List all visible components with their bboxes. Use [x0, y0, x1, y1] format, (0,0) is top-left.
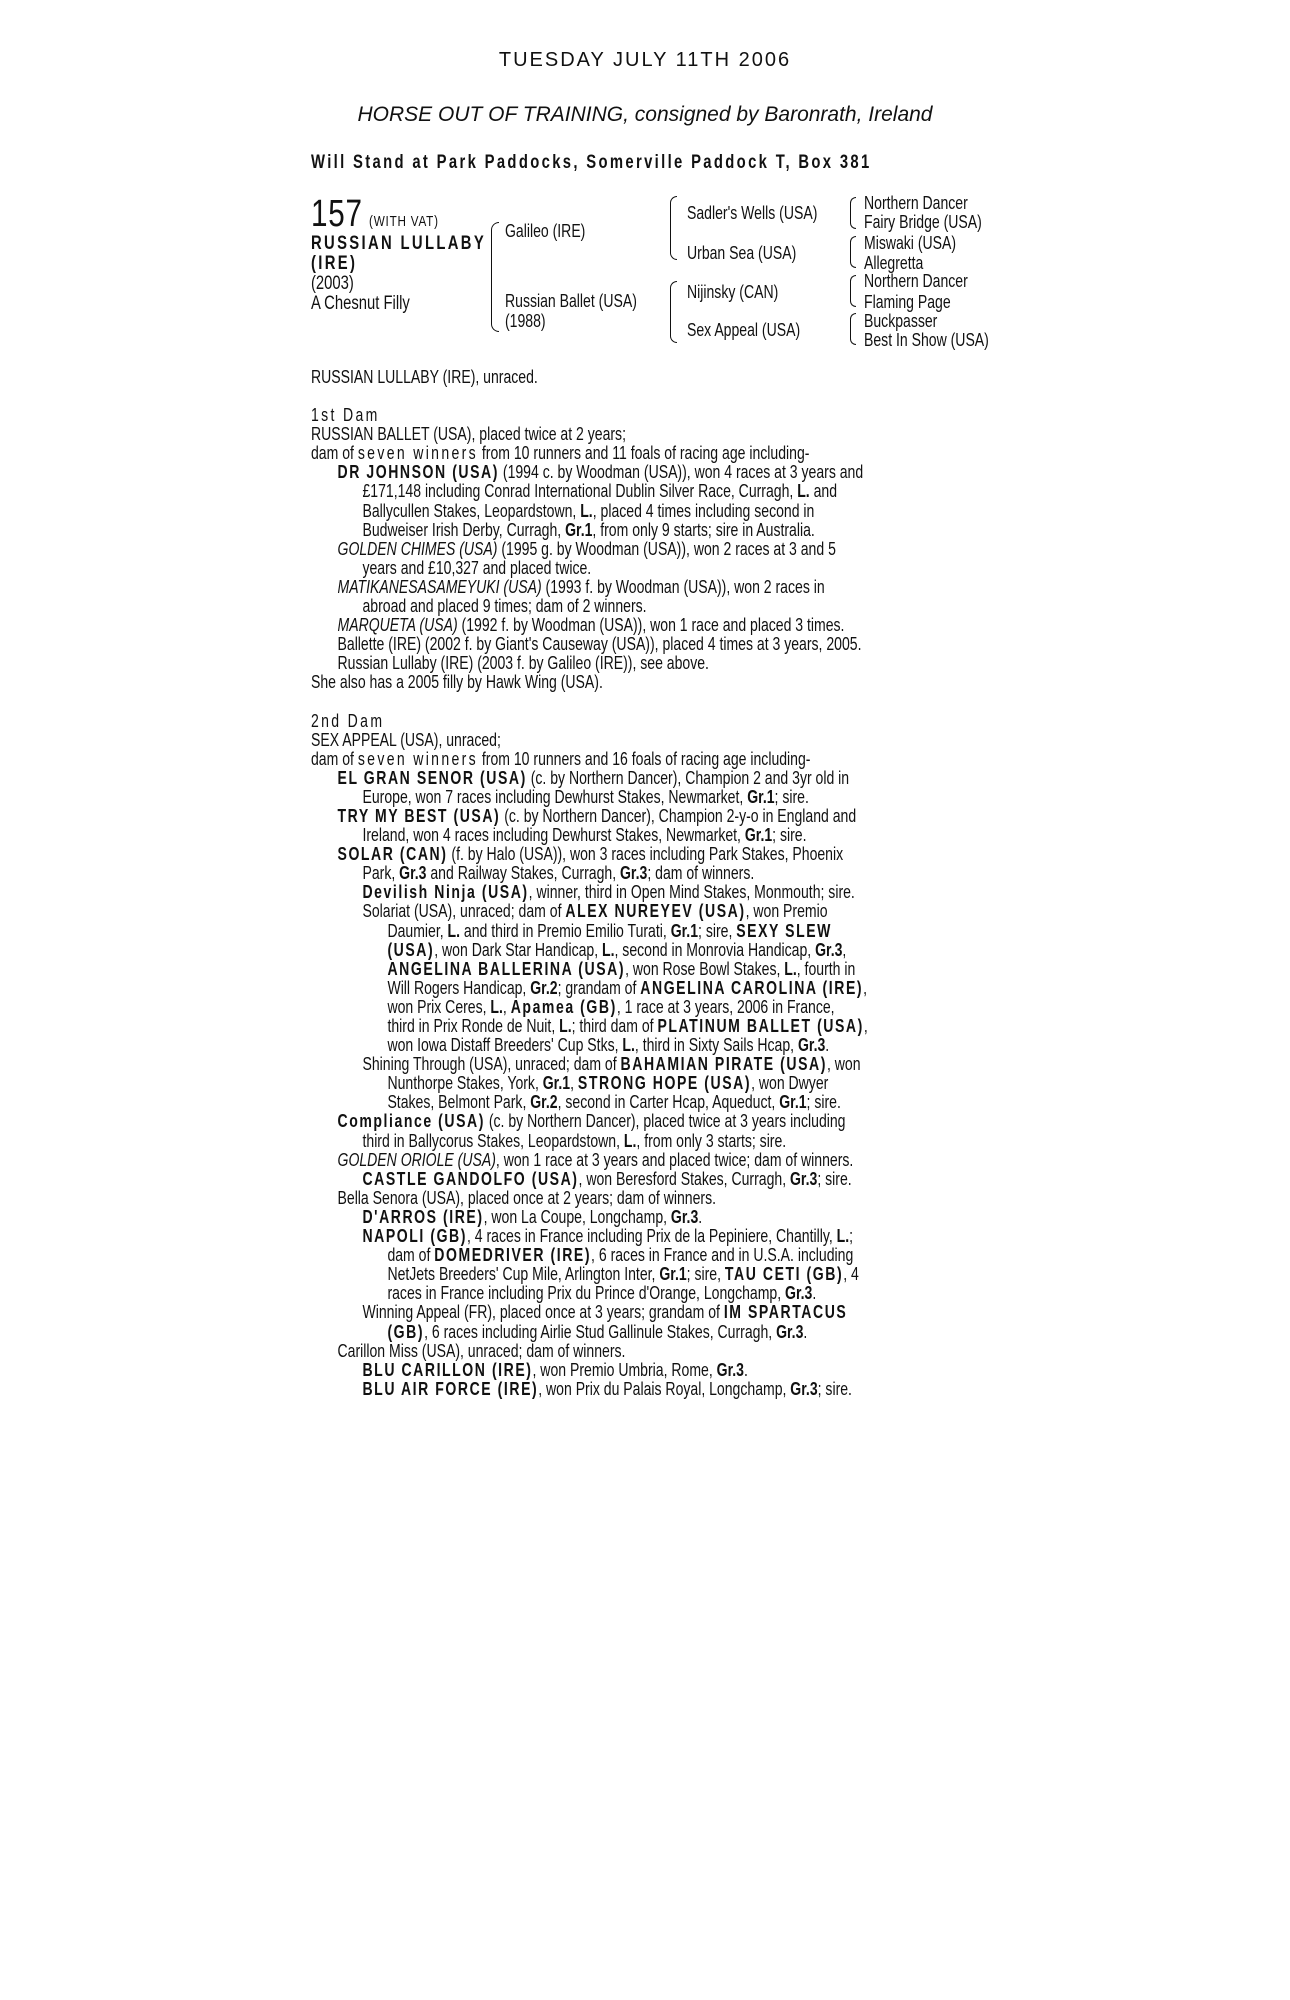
second-dam-line: D'ARROS (IRE), won La Coupe, Longchamp, Gr.3. — [362, 1206, 703, 1227]
second-dam-line: NetJets Breeders' Cup Mile, Arlington Inter, Gr.1; sire, TAU CETI (GB), 4 — [387, 1264, 859, 1285]
second-dam-line: third in Ballycorus Stakes, Leopardstown, L., from only 3 starts; sire. — [362, 1130, 787, 1151]
second-dam-line: dam of seven winners from 10 runners and 16 foals of racing age including- — [311, 748, 811, 769]
pedigree-gen3-1: Northern Dancer — [864, 193, 968, 213]
pedigree-dam-sire: Nijinsky (CAN) — [687, 282, 779, 302]
consignment-line: HORSE OUT OF TRAINING, consigned by Baronrath, Ireland — [357, 103, 933, 126]
second-dam-line: CASTLE GANDOLFO (USA), won Beresford Stakes, Curragh, Gr.3; sire. — [362, 1168, 852, 1189]
sire-dam-brace — [491, 222, 499, 332]
second-dam-line: BLU CARILLON (IRE), won Premio Umbria, Rome, Gr.3. — [362, 1359, 748, 1380]
pedigree-gen3-8: Best In Show (USA) — [864, 330, 989, 350]
second-dam-line: Carillon Miss (USA), unraced; dam of winners. — [337, 1340, 626, 1361]
first-dam-line: abroad and placed 9 times; dam of 2 winners. — [362, 596, 647, 617]
second-dam-line: NAPOLI (GB), 4 races in France including Prix de la Pepiniere, Chantilly, L.; — [362, 1226, 854, 1247]
first-dam-line: years and £10,327 and placed twice. — [362, 557, 592, 578]
first-dam-line: Ballette (IRE) (2002 f. by Giant's Causeway (USA)), placed 4 times at 3 years, 2005. — [337, 634, 862, 655]
horse-name: RUSSIAN LULLABY — [311, 233, 487, 254]
dam-line-brace — [670, 281, 677, 343]
lot-number: 157 — [311, 193, 363, 235]
second-dam-line: (USA), won Dark Star Handicap, L., second in Monrovia Handicap, Gr.3, — [387, 939, 847, 960]
second-dam-line: Europe, won 7 races including Dewhurst Stakes, Newmarket, Gr.1; sire. — [362, 786, 809, 807]
second-dam-line: GOLDEN ORIOLE (USA), won 1 race at 3 years and placed twice; dam of winners. — [337, 1149, 854, 1170]
summary-line: RUSSIAN LULLABY (IRE), unraced. — [311, 367, 538, 387]
second-dam-line: Nunthorpe Stakes, York, Gr.1, STRONG HOPE (USA), won Dwyer — [387, 1073, 829, 1094]
g-brace-4 — [850, 313, 856, 345]
second-dam-line: BLU AIR FORCE (IRE), won Prix du Palais Royal, Longchamp, Gr.3; sire. — [362, 1378, 852, 1399]
pedigree-gen3-2: Fairy Bridge (USA) — [864, 212, 982, 232]
sire-line-brace — [670, 196, 677, 260]
second-dam-line: Stakes, Belmont Park, Gr.2, second in Carter Hcap, Aqueduct, Gr.1; sire. — [387, 1092, 841, 1113]
first-dam-line: MARQUETA (USA) (1992 f. by Woodman (USA)), won 1 race and placed 3 times. — [337, 615, 845, 636]
first-dam-section — [311, 425, 1091, 692]
second-dam-line: Compliance (USA) (c. by Northern Dancer), placed twice at 3 years including — [337, 1111, 846, 1132]
second-dam-line: Ireland, won 4 races including Dewhurst Stakes, Newmarket, Gr.1; sire. — [362, 825, 807, 846]
first-dam-line: Ballycullen Stakes, Leopardstown, L., placed 4 times including second in — [362, 500, 815, 521]
second-dam-line: EL GRAN SENOR (USA) (c. by Northern Dancer), Champion 2 and 3yr old in — [337, 767, 850, 788]
stand-location: Will Stand at Park Paddocks, Somerville Paddock T, Box 381 — [311, 152, 872, 173]
pedigree-dam-dam: Sex Appeal (USA) — [687, 320, 801, 340]
second-dam-line: Winning Appeal (FR), placed once at 3 years; grandam of IM SPARTACUS — [362, 1302, 848, 1323]
first-dam-line: Russian Lullaby (IRE) (2003 f. by Galileo (IRE)), see above. — [337, 653, 709, 674]
horse-identity — [311, 234, 486, 314]
pedigree-gen3-6: Flaming Page — [864, 292, 951, 312]
pedigree-sire-dam: Urban Sea (USA) — [687, 243, 797, 263]
first-dam-line: dam of seven winners from 10 runners and 11 foals of racing age including- — [311, 443, 810, 464]
first-dam-line: She also has a 2005 filly by Hawk Wing (USA). — [311, 672, 603, 693]
horse-description: A Chesnut Filly — [311, 293, 410, 314]
second-dam-line: Shining Through (USA), unraced; dam of BAHAMIAN PIRATE (USA), won — [362, 1054, 861, 1075]
pedigree-sire-sire: Sadler's Wells (USA) — [687, 203, 818, 223]
pedigree-gen3-7: Buckpasser — [864, 311, 938, 331]
second-dam-line: dam of DOMEDRIVER (IRE), 6 races in France and in U.S.A. including — [387, 1245, 854, 1266]
horse-country: (IRE) — [311, 253, 358, 274]
sale-date: TUESDAY JULY 11TH 2006 — [498, 49, 792, 71]
first-dam-line: DR JOHNSON (USA) (1994 c. by Woodman (USA)), won 4 races at 3 years and — [337, 462, 864, 483]
first-dam-line: RUSSIAN BALLET (USA), placed twice at 2 years; — [311, 424, 626, 445]
second-dam-line: Will Rogers Handicap, Gr.2; grandam of ANGELINA CAROLINA (IRE), — [387, 977, 868, 998]
second-dam-line: races in France including Prix du Prince d'Orange, Longchamp, Gr.3. — [387, 1283, 817, 1304]
first-dam-line: GOLDEN CHIMES (USA) (1995 g. by Woodman (USA)), won 2 races at 3 and 5 — [337, 538, 836, 559]
second-dam-section — [311, 731, 1091, 1399]
pedigree-gen3-4: Allegretta — [864, 253, 924, 273]
second-dam-line: SOLAR (CAN) (f. by Halo (USA)), won 3 races including Park Stakes, Phoenix — [337, 844, 844, 865]
g-brace-3 — [850, 275, 856, 307]
g-brace-1 — [850, 197, 856, 229]
g-brace-2 — [850, 236, 856, 268]
second-dam-line: third in Prix Ronde de Nuit, L.; third dam of PLATINUM BALLET (USA), — [387, 1016, 868, 1036]
second-dam-line: (GB), 6 races including Airlie Stud Gallinule Stakes, Curragh, Gr.3. — [387, 1321, 808, 1342]
catalogue-body — [311, 368, 1091, 1399]
second-dam-line: TRY MY BEST (USA) (c. by Northern Dancer), Champion 2-y-o in England and — [337, 805, 857, 826]
pedigree-gen3-3: Miswaki (USA) — [864, 233, 957, 253]
first-dam-line: £171,148 including Conrad International Dublin Silver Race, Curragh, L. and — [362, 481, 838, 502]
pedigree-gen3-5: Northern Dancer — [864, 271, 968, 291]
second-dam-line: SEX APPEAL (USA), unraced; — [311, 729, 501, 750]
first-dam-heading: 1st Dam — [311, 405, 380, 426]
horse-year: (2003) — [311, 273, 354, 294]
second-dam-line: Park, Gr.3 and Railway Stakes, Curragh, Gr.3; dam of winners. — [362, 863, 755, 884]
second-dam-heading: 2nd Dam — [311, 710, 385, 731]
pedigree-sire: Galileo (IRE) — [505, 221, 586, 241]
vat-note: (WITH VAT) — [369, 213, 439, 230]
first-dam-line: MATIKANESASAMEYUKI (USA) (1993 f. by Woodman (USA)), won 2 races in — [337, 576, 825, 597]
second-dam-line: won Prix Ceres, L., Apamea (GB), 1 race at 3 years, 2006 in France, — [387, 996, 835, 1017]
first-dam-line: Budweiser Irish Derby, Curragh, Gr.1, from only 9 starts; sire in Australia. — [362, 519, 815, 540]
second-dam-line: Daumier, L. and third in Premio Emilio Turati, Gr.1; sire, SEXY SLEW — [387, 920, 832, 941]
second-dam-line: won Iowa Distaff Breeders' Cup Stks, L., third in Sixty Sails Hcap, Gr.3. — [387, 1035, 830, 1056]
second-dam-line: Devilish Ninja (USA), winner, third in Open Mind Stakes, Monmouth; sire. — [362, 882, 855, 903]
second-dam-line: ANGELINA BALLERINA (USA), won Rose Bowl Stakes, L., fourth in — [387, 958, 856, 979]
second-dam-line: Bella Senora (USA), placed once at 2 years; dam of winners. — [337, 1187, 717, 1208]
pedigree-dam-year: (1988) — [505, 311, 546, 331]
second-dam-line: Solariat (USA), unraced; dam of ALEX NUREYEV (USA), won Premio — [362, 901, 828, 922]
pedigree-dam: Russian Ballet (USA) — [505, 291, 637, 311]
lot-number-block — [311, 193, 439, 236]
